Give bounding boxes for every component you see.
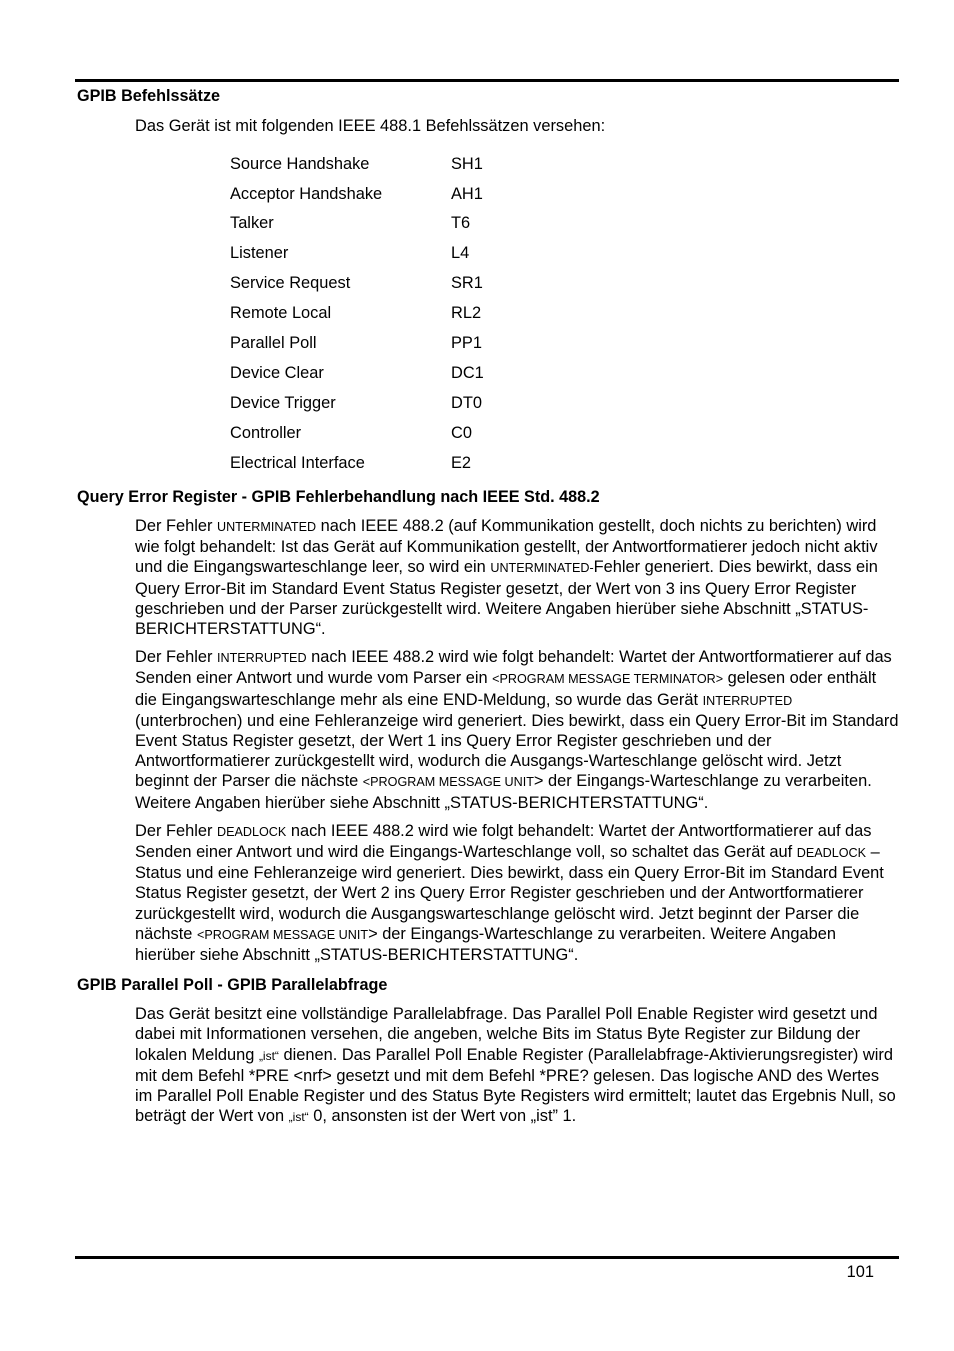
smallcaps-term: <PROGRAM MESSAGE TERMINATOR>: [492, 672, 724, 687]
table-row: [230, 179, 484, 209]
table-row: [230, 209, 484, 239]
smallcaps-term: <PROGRAM MESSAGE UNIT: [196, 927, 369, 942]
command-name: Controller: [230, 423, 302, 442]
smallcaps-term: DEADLOCK: [796, 846, 867, 861]
paragraph-unterminated: [135, 516, 899, 639]
command-set-table: [230, 149, 484, 478]
table-row: [230, 329, 484, 359]
text-run: > der Eingangs-Warteschlange zu verarbeiten. Weitere Angaben hierüber siehe Abschnitt „STATUS-BERICHTERSTATTUNG“.: [135, 772, 872, 812]
smallcaps-term: <PROGRAM MESSAGE UNIT: [362, 775, 534, 790]
command-code: SR1: [451, 274, 483, 293]
text-run: –Status und eine Fehleranzeige wird generiert. Dies bewirkt, dass ein Query Error-Bit im Standard Event Status Register gesetzt, der Wert 2 ins Query Error Register geschrieben und der Antwortformatierer zurückgestellt wird, wodurch die Ausgangswarteschlange gelöscht wird. Jetzt beginnt der Parser die nächste: [135, 843, 884, 943]
command-name: Device Trigger: [230, 393, 336, 412]
command-code: L4: [451, 244, 470, 263]
smallcaps-term: DEADLOCK: [216, 824, 287, 839]
text-run: Fehler generiert. Dies bewirkt, dass ein Query Error-Bit im Standard Event Status Register gesetzt, der Wert von 3 ins Query Error Register geschrieben und der Parser zurückgestellt wird. Weitere Angaben hierüber siehe Abschnitt „STATUS-BERICHTERSTATTUNG“.: [135, 558, 878, 639]
smallcaps-term: INTERRUPTED: [702, 693, 793, 708]
text-run: Der Fehler: [135, 648, 217, 667]
command-name: Service Request: [230, 274, 351, 293]
page-number: 101: [846, 1263, 874, 1281]
text-run: (unterbrochen) und eine Fehleranzeige wird generiert. Dies bewirkt, dass ein Query Error-Bit im Standard Event Status Register gesetzt, der Wert 1 ins Query Error Register geschrieben und der Antwortformatierer zurückgestellt wird, wodurch die Ausgangs-Warteschlange gelöscht wird. Jetzt beginnt der Parser die nächste: [135, 711, 899, 791]
command-code: DC1: [451, 363, 484, 382]
paragraph-interrupted: [135, 647, 899, 813]
command-name: Talker: [230, 214, 274, 233]
text-run: nach IEEE 488.2 (auf Kommunikation gestellt, doch nichts zu berichten) wird wie folgt behandelt: Ist das Gerät auf Kommunikation gestellt, der Antwortformatierer jedoch nicht aktiv und die Eingangswarteschlange leer, so wird ein: [135, 517, 878, 577]
table-row: [230, 269, 484, 299]
table-row: [230, 388, 484, 418]
command-code: RL2: [451, 304, 482, 323]
text-run: Der Fehler: [135, 517, 217, 535]
text-run: dienen. Das Parallel Poll Enable Register (Parallelabfrage-Aktivierungsregister) wird mit dem Befehl *PRE <nrf> gesetzt und mit dem Befehl *PRE? gelesen. Das logische AND des Wertes im Parallel Poll Enable Register und des Status Byte Registers wird ermittelt; lautet das Ergebnis Null, so beträgt der Wert von: [135, 1045, 896, 1126]
intro-text: Das Gerät ist mit folgenden IEEE 488.1 Befehlssätzen versehen:: [135, 117, 606, 135]
table-row: [230, 239, 484, 269]
table-row: [230, 448, 484, 478]
command-code: C0: [451, 423, 472, 442]
paragraph-parallel-poll: [135, 1004, 899, 1127]
smallcaps-term: UNTERMINATED: [216, 520, 317, 534]
text-run: 0, ansonsten ist der Wert von „ist” 1.: [308, 1107, 577, 1126]
command-name: Electrical Interface: [230, 453, 365, 472]
command-name: Listener: [230, 244, 289, 263]
heading-query-error: Query Error Register - GPIB Fehlerbehandlung nach IEEE Std. 488.2: [77, 488, 600, 506]
command-code: DT0: [451, 393, 482, 412]
table-row: [230, 299, 484, 329]
text-run: Das Gerät besitzt eine vollständige Parallelabfrage. Das Parallel Poll Enable Register wird gesetzt und dabei mit Informationen versehen, die angeben, welche Bits im Status Byte Register zur Bildung der lokalen Meldung: [135, 1005, 878, 1064]
text-run: nach IEEE 488.2 wird wie folgt behandelt: Wartet der Antwortformatierer auf das Senden einer Antwort und wird die Eingangs-Warteschlange voll, so schaltet das Gerät auf: [135, 821, 872, 862]
small-term: „ist“: [258, 1048, 279, 1063]
bottom-rule: [75, 1256, 899, 1259]
top-rule: [75, 79, 899, 82]
command-code: AH1: [451, 184, 483, 203]
text-run: gelesen oder enthält die Eingangswarteschlange mehr als eine END-Meldung, so wurde das Gerät: [135, 669, 877, 709]
command-name: Acceptor Handshake: [230, 184, 383, 203]
command-name: Device Clear: [230, 363, 324, 382]
table-row: [230, 358, 484, 388]
smallcaps-term: UNTERMINATED-: [490, 561, 594, 576]
paragraph-deadlock: [135, 821, 899, 965]
text-run: > der Eingangs-Warteschlange zu verarbeiten. Weitere Angaben hierüber siehe Abschnitt „STATUS-BERICHTERSTATTUNG“.: [135, 924, 836, 965]
heading-parallel-poll: GPIB Parallel Poll - GPIB Parallelabfrage: [77, 976, 388, 995]
command-code: SH1: [451, 154, 483, 173]
command-name: Source Handshake: [230, 154, 370, 173]
command-code: PP1: [451, 333, 482, 352]
table-row: [230, 149, 484, 179]
command-name: Parallel Poll: [230, 333, 317, 352]
small-term: „ist“: [288, 1110, 309, 1125]
command-code: E2: [451, 453, 472, 472]
command-code: T6: [451, 214, 471, 233]
page-content: [77, 86, 899, 1127]
smallcaps-term: INTERRUPTED: [216, 651, 307, 666]
text-run: Der Fehler: [135, 821, 217, 840]
text-run: nach IEEE 488.2 wird wie folgt behandelt: Wartet der Antwortformatierer auf das Senden einer Antwort und wurde vom Parser ein: [135, 648, 892, 688]
heading-befehlssaetze: GPIB Befehlssätze: [77, 87, 221, 105]
table-row: [230, 418, 484, 448]
command-name: Remote Local: [230, 304, 332, 323]
